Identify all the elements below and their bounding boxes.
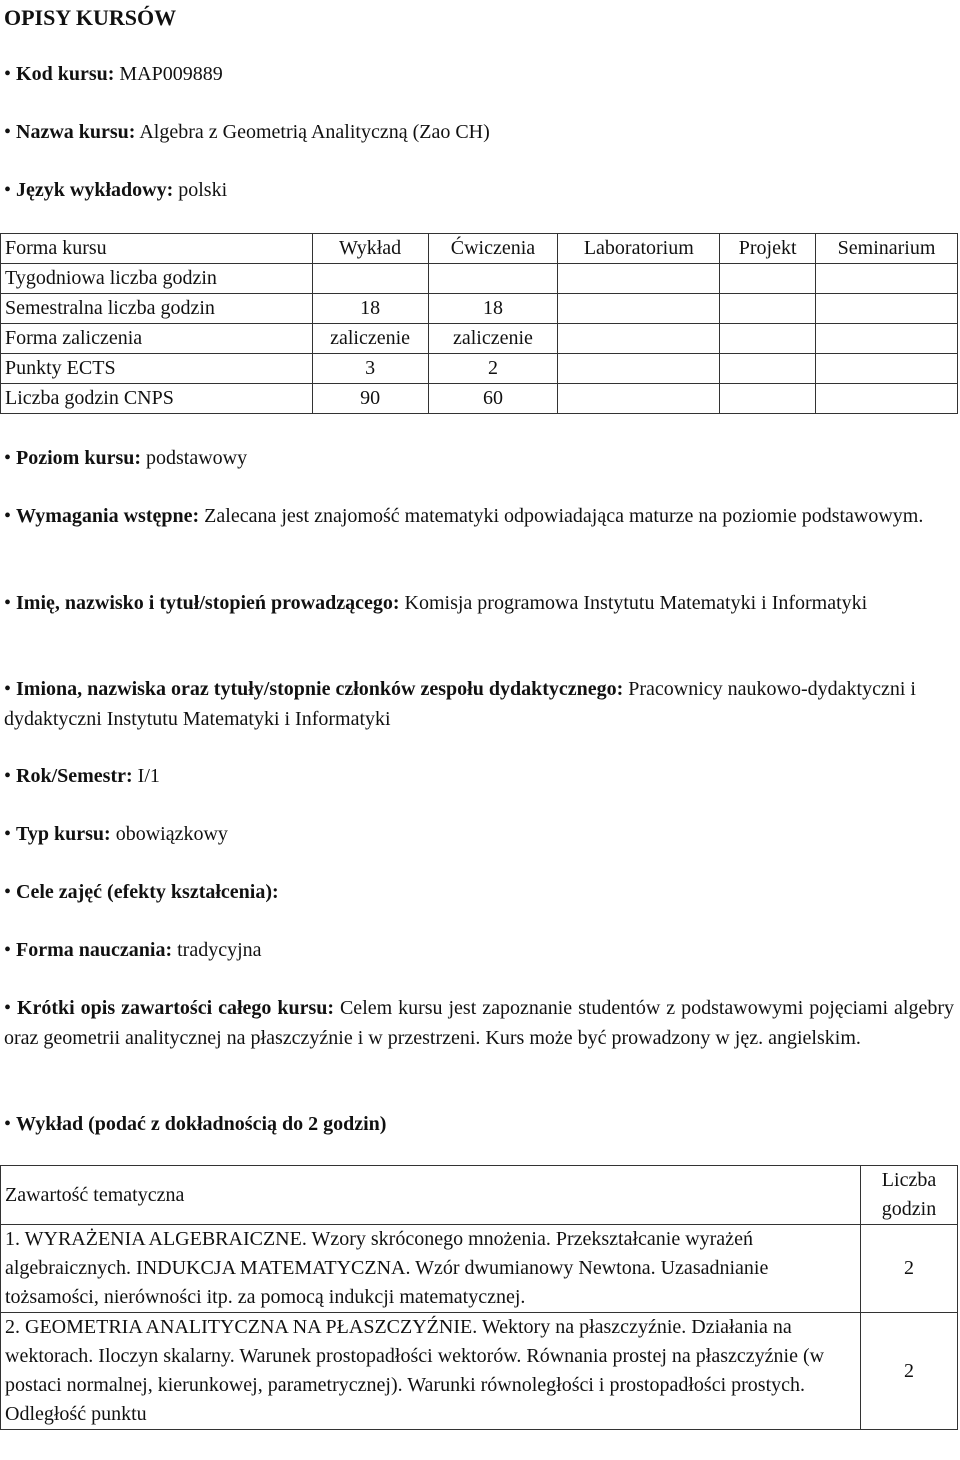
table-cell xyxy=(558,354,720,384)
table-cell: Liczba godzin CNPS xyxy=(1,384,313,414)
year-semester-label: Rok/Semestr: xyxy=(16,765,133,787)
table-cell: 18 xyxy=(428,294,558,324)
table-cell: 90 xyxy=(312,384,428,414)
course-language-label: Język wykładowy: xyxy=(16,179,174,201)
table-header-cell: Projekt xyxy=(720,234,816,264)
table-header-cell: Laboratorium xyxy=(558,234,720,264)
course-description-label: Krótki opis zawartości całego kursu: xyxy=(16,997,335,1019)
table-row xyxy=(1,1313,958,1430)
table-cell xyxy=(720,354,816,384)
course-code xyxy=(4,59,954,89)
prerequisites-value: Zalecana jest znajomość matematyki odpowiadająca maturze na poziomie podstawowym. xyxy=(199,505,924,527)
table-cell xyxy=(720,384,816,414)
table-row xyxy=(1,264,958,294)
course-level-value: podstawowy xyxy=(141,447,248,469)
teaching-form-value: tradycyjna xyxy=(172,939,262,961)
table-cell: Tygodniowa liczba godzin xyxy=(1,264,313,294)
teaching-team xyxy=(4,674,954,734)
table-row xyxy=(1,354,958,384)
course-name xyxy=(4,117,954,147)
table-cell xyxy=(558,264,720,294)
teaching-team-label: Imiona, nazwiska oraz tytuły/stopnie członków zespołu dydaktycznego: xyxy=(16,678,624,700)
course-goals xyxy=(4,877,954,907)
table-header-row xyxy=(1,234,958,264)
table-cell xyxy=(816,354,958,384)
table-header-cell: Zawartość tematyczna xyxy=(1,1166,861,1225)
table-cell: 1. WYRAŻENIA ALGEBRAICZNE. Wzory skróconego mnożenia. Przekształcanie wyrażeń algebraicznych. INDUKCJA MATEMATYCZNA. Wzór dwumianowy Newtona. Uzasadnianie tożsamości, nierówności itp. za pomocą indukcji matematycznej. xyxy=(1,1225,861,1313)
table-cell xyxy=(558,294,720,324)
table-row xyxy=(1,324,958,354)
table-cell: zaliczenie xyxy=(428,324,558,354)
course-description xyxy=(4,993,954,1053)
table-row xyxy=(1,294,958,324)
course-language xyxy=(4,175,954,205)
table-cell xyxy=(720,294,816,324)
course-type-label: Typ kursu: xyxy=(16,823,111,845)
lecture-heading-label: Wykład (podać z dokładnością do 2 godzin) xyxy=(16,1113,387,1135)
course-goals-label: Cele zajęć (efekty kształcenia): xyxy=(16,881,279,903)
teaching-form xyxy=(4,935,954,965)
course-code-value: MAP009889 xyxy=(114,63,223,85)
course-level xyxy=(4,443,954,473)
table-row xyxy=(1,384,958,414)
table-cell xyxy=(816,294,958,324)
table-cell: 2 xyxy=(861,1225,958,1313)
course-code-label: Kod kursu: xyxy=(16,63,115,85)
table-cell xyxy=(312,264,428,294)
page-title: OPISY KURSÓW xyxy=(4,5,177,30)
table-header-cell: Wykład xyxy=(312,234,428,264)
table-cell: 60 xyxy=(428,384,558,414)
table-cell xyxy=(816,324,958,354)
table-header-row xyxy=(1,1166,958,1225)
prerequisites-label: Wymagania wstępne: xyxy=(16,505,200,527)
course-type-value: obowiązkowy xyxy=(110,823,228,845)
prerequisites xyxy=(4,501,954,531)
course-type xyxy=(4,819,954,849)
year-semester xyxy=(4,761,954,791)
table-header-cell: Seminarium xyxy=(816,234,958,264)
table-header-cell: Forma kursu xyxy=(1,234,313,264)
table-cell: 2. GEOMETRIA ANALITYCZNA NA PŁASZCZYŹNIE. Wektory na płaszczyźnie. Działania na wektorach. Iloczyn skalarny. Warunek prostopadłości wektorów. Równania prostej na płaszczyźnie (w postaci normalnej, kierunkowej, parametrycznej). Warunki równoległości i prostopadłości prostych. Odległość punktu xyxy=(1,1313,861,1430)
lecturer-label: Imię, nazwisko i tytuł/stopień prowadzącego: xyxy=(16,592,400,614)
table-header-cell: Liczba godzin xyxy=(861,1166,958,1225)
table-cell xyxy=(428,264,558,294)
table-cell: Forma zaliczenia xyxy=(1,324,313,354)
teaching-form-label: Forma nauczania: xyxy=(16,939,173,961)
table-cell xyxy=(720,324,816,354)
table-cell xyxy=(558,384,720,414)
course-name-label: Nazwa kursu: xyxy=(16,121,136,143)
lecturer-value: Komisja programowa Instytutu Matematyki i Informatyki xyxy=(399,592,868,614)
lecturer xyxy=(4,588,954,618)
course-forms-table xyxy=(0,233,958,414)
year-semester-value: I/1 xyxy=(132,765,160,787)
table-cell: Semestralna liczba godzin xyxy=(1,294,313,324)
lecture-heading xyxy=(4,1109,954,1139)
table-cell: zaliczenie xyxy=(312,324,428,354)
lecture-content-table xyxy=(0,1165,958,1430)
table-cell xyxy=(720,264,816,294)
table-cell: 2 xyxy=(428,354,558,384)
course-level-label: Poziom kursu: xyxy=(16,447,142,469)
course-name-value: Algebra z Geometrią Analityczną (Zao CH) xyxy=(135,121,490,143)
course-description-value: Celem kursu jest zapoznanie studentów z podstawowymi pojęciami algebry oraz geometrii analitycznej na płaszczyźnie i w przestrzeni. Kurs może być prowadzony w jęz. angielskim. xyxy=(4,997,954,1049)
table-cell xyxy=(816,264,958,294)
table-cell: 18 xyxy=(312,294,428,324)
table-cell: 3 xyxy=(312,354,428,384)
table-header-cell: Ćwiczenia xyxy=(428,234,558,264)
course-language-value: polski xyxy=(173,179,228,201)
teaching-team-value: Pracownicy naukowo-dydaktyczni i dydaktyczni Instytutu Matematyki i Informatyki xyxy=(4,678,916,730)
table-cell xyxy=(558,324,720,354)
table-cell xyxy=(816,384,958,414)
table-cell: 2 xyxy=(861,1313,958,1430)
table-cell: Punkty ECTS xyxy=(1,354,313,384)
table-row xyxy=(1,1225,958,1313)
